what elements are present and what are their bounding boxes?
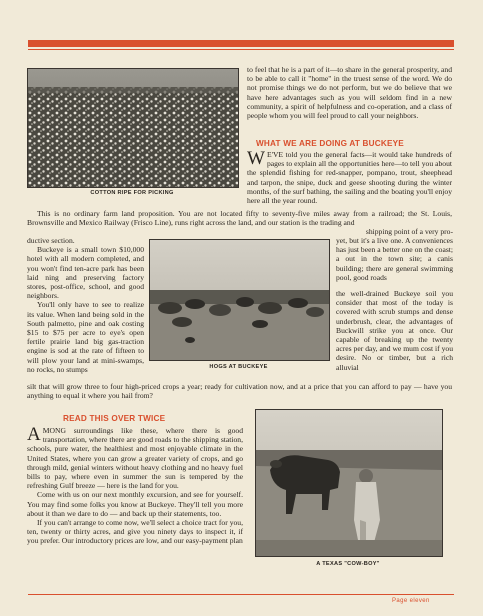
read-p2: Come with us on our next monthly excursion, and see for yourself. You may find some folks you know at Buckeye. They'll tell you more about it than we dare to do — and back up their statements, too. (27, 490, 243, 518)
cotton-field-image (28, 69, 238, 187)
bottom-rule (28, 594, 454, 595)
heading-what-we-are-doing: WHAT WE ARE DOING AT BUCKEYE (256, 139, 404, 148)
cotton-caption: COTTON RIPE FOR PICKING (90, 190, 174, 196)
doing-paragraph (247, 150, 452, 205)
cotton-photo (27, 68, 239, 188)
left-col-p2: Buckeye is a small town $10,000 hotel with all modern completed, and you won't find ten-acre park has been laid ning and preserving factory stores, post-office, school, and good neighbors. (27, 245, 144, 301)
read-p3: If you can't arrange to come now, we'll select a choice tract for you, ten, twenty or thirty acres, and give you ninety days to inspect it, if you prefer. Our introductory prices are low, and our easy-payment plan (27, 518, 243, 546)
right-col-p1: yet, but it's a live one. A conveniences has just been a better one on the coast; a out in the town site; a canis building; there are general swimming pool, good roads (336, 236, 453, 282)
doing-text: E'VE told you the general facts—it would take hundreds of pages to explain all the opportunities here—to tell you about the splendid fishing for red-snapper, pompano, trout, sheephead and tarpon, the snipe, duck and geese shooting during the winter months, of the surf bathing, the sailing and the boating you'll enjoy here all the year round. (247, 150, 452, 206)
top-rule (28, 40, 454, 47)
read-p1 (27, 426, 243, 490)
cowboy-image (256, 410, 442, 556)
read-section (27, 426, 243, 546)
intro-continuation: to feel that he is a part of it—to share in the general prosperity, and to be able to call it "home" in the truest sense of the word. We do not promise things we do not perform, but we do believe that we have here advantages such as you will seldom find in a new community, a spirit of helpfulness and co-operation, and a class of people whom you will feel proud to call your neighbors. (247, 65, 452, 121)
dropcap-w: W (247, 148, 265, 169)
read-p1-text: MONG surroundings like these, where there is good transportation, where there are good roads to the shipping station, schools, pure water, the healthiest and most enjoyable climate in the United States, where you can grow a greater variety of crops, and go through mild, genial winters without heavy clothing and no heavy fuel bills to pay, where even in summer the sun is tempered by the refreshing Gulf breeze — here is the land for you. (27, 426, 243, 491)
right-col-p2: the well-drained Buckeye soil you consider that most of the today is covered with scrub stumps and dense underbrush, clear, the advantages of Buckwill strike you at once. Our capable of breaking up the twenty acres per day, and we mum cost if you desire. No or timber, but a rich alluvial (336, 289, 453, 372)
silt-paragraph: silt that will grow three to four high-priced crops a year; ready for cultivation now, and at a price that you can afford to pay — have you anything to equal it where you hail from? (27, 382, 452, 401)
heading-read-this-over-twice: READ THIS OVER TWICE (63, 414, 166, 423)
cowboy-photo (255, 409, 443, 557)
railroad-paragraph-end: shipping point of a very pro- (365, 227, 453, 236)
railroad-paragraph: This is no ordinary farm land proposition. You are not located fifty to seventy-five miles away from a railroad; the St. Louis, Brownsville and Mexico Railway (Frisco Line), runs right across the land, and our station is the trading and (27, 209, 452, 228)
top-rule-thin (28, 49, 454, 50)
left-col-p3: You'll only have to see to realize its value. When land being sold in the South palmetto, pine and oak costing $15 to $75 per acre to eye's open fertile prairie land big gas-traction engine is sod at the rate of fifteen to will plow your land at mini-swamps, no rocks, no stumps (27, 300, 144, 374)
hogs-photo (149, 239, 330, 361)
hogs-image (150, 240, 329, 360)
right-column (336, 236, 453, 372)
hogs-caption: HOGS AT BUCKEYE (209, 364, 268, 370)
left-column (27, 236, 144, 374)
left-col-p1: ductive section. (27, 236, 75, 245)
page-number: Page eleven (392, 598, 430, 604)
cowboy-caption: A TEXAS "COW-BOY" (316, 561, 380, 567)
dropcap-a: A (27, 424, 41, 445)
